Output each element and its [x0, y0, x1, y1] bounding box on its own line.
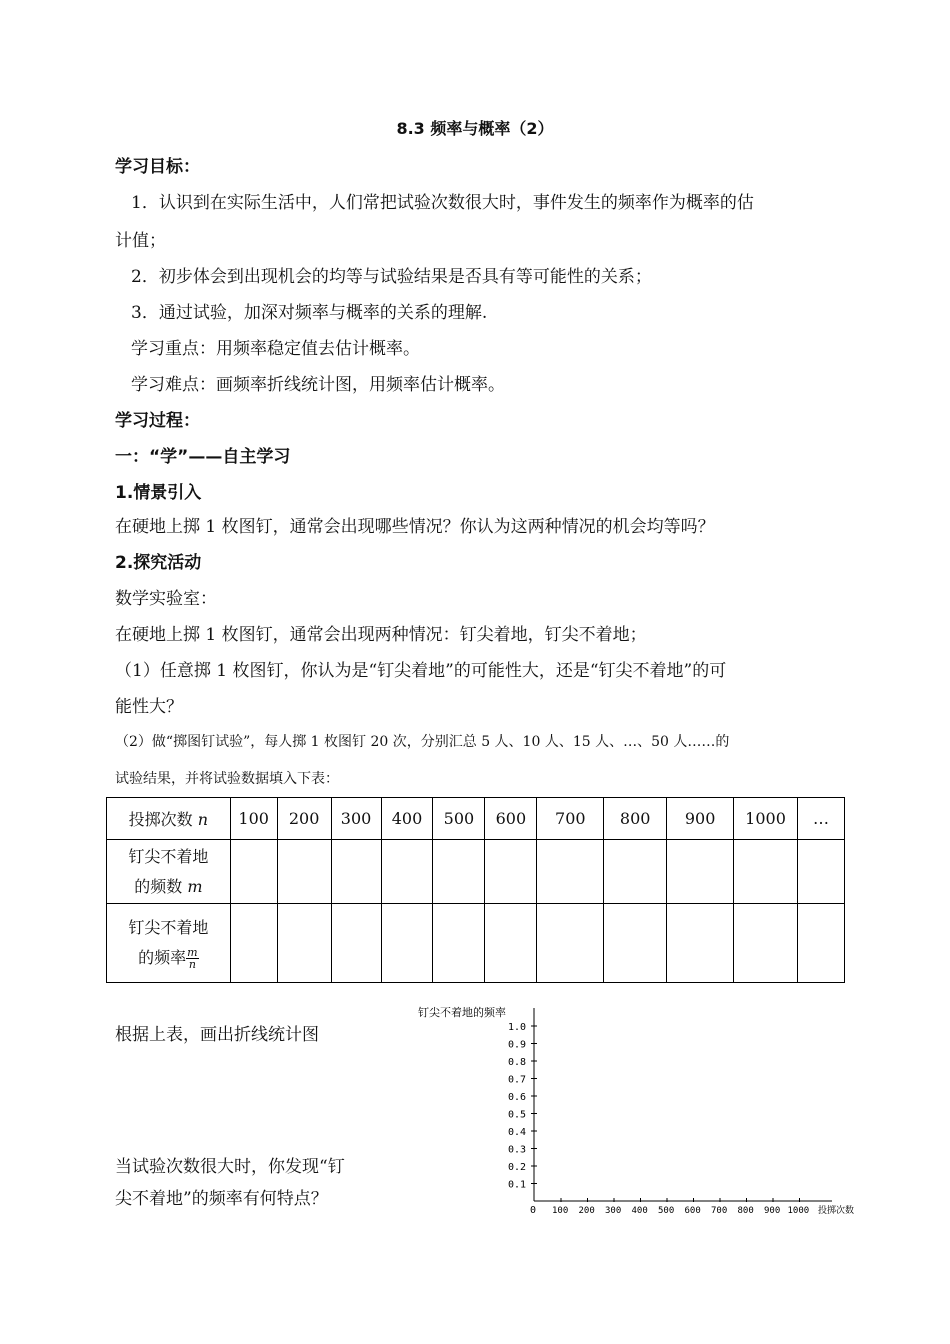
table-row — [107, 904, 845, 983]
blank-cell[interactable] — [734, 840, 798, 904]
objective-3: 3．通过试验，加深对频率与概率的关系的理解. — [131, 303, 488, 323]
fraction-numerator: m — [187, 946, 198, 959]
header-cell-throws — [107, 798, 231, 840]
page-title: 8.3 频率与概率（2） — [396, 119, 554, 138]
blank-cell[interactable] — [433, 904, 485, 983]
x-tick-label: 800 — [737, 1206, 754, 1216]
blank-cell[interactable] — [604, 840, 667, 904]
x-tick-label: 400 — [631, 1206, 648, 1216]
blank-cell[interactable] — [485, 840, 537, 904]
throws-label: 投掷次数 — [128, 810, 193, 829]
blank-cell[interactable] — [381, 840, 433, 904]
x-tick-label: 200 — [578, 1206, 595, 1216]
frequency-label-line2: 的频率 — [138, 948, 187, 967]
blank-cell[interactable] — [798, 904, 845, 983]
column-header: 100 — [230, 798, 277, 840]
column-header: 400 — [381, 798, 433, 840]
blank-cell[interactable] — [230, 840, 277, 904]
question-1-line2: 能性大？ — [115, 697, 183, 717]
experiment-table — [106, 797, 845, 983]
question-line2: 尖不着地”的频率有何特点？ — [115, 1189, 328, 1209]
blank-cell[interactable] — [433, 840, 485, 904]
draw-prompt: 根据上表，画出折线统计图 — [115, 1025, 319, 1045]
x-tick-label: 600 — [684, 1206, 701, 1216]
table-row — [107, 840, 845, 904]
column-header: 1000 — [734, 798, 798, 840]
chart-title: 钉尖不着地的频率 — [418, 1006, 506, 1019]
fraction-denominator: n — [188, 958, 196, 971]
question-line1: 当试验次数很大时，你发现“钉 — [115, 1157, 345, 1177]
key-point: 学习重点：用频率稳定值去估计概率。 — [131, 339, 420, 359]
column-header: 900 — [667, 798, 734, 840]
table-row — [107, 798, 845, 840]
difficulty: 学习难点：画频率折线统计图，用频率估计概率。 — [131, 375, 505, 395]
blank-cell[interactable] — [381, 904, 433, 983]
y-tick-label: 0.5 — [508, 1109, 527, 1121]
column-header: 800 — [604, 798, 667, 840]
blank-cell[interactable] — [277, 840, 331, 904]
frequency-label-line1: 钉尖不着地 — [128, 918, 209, 937]
origin-label: 0 — [530, 1205, 537, 1216]
y-tick-label: 0.9 — [508, 1039, 527, 1051]
y-tick-label: 0.8 — [508, 1057, 527, 1068]
x-tick-label: 1000 — [787, 1206, 810, 1216]
objective-1-line1: 1．认识到在实际生活中，人们常把试验次数很大时，事件发生的频率作为概率的估 — [131, 193, 754, 213]
blank-cell[interactable] — [604, 904, 667, 983]
header-cell-frequency — [107, 904, 231, 983]
lab-label: 数学实验室： — [115, 589, 217, 609]
var-m: m — [187, 876, 203, 896]
column-header: 700 — [537, 798, 604, 840]
blank-cell[interactable] — [667, 904, 734, 983]
objectives-heading: 学习目标： — [115, 157, 200, 177]
y-tick-label: 0.2 — [508, 1162, 527, 1173]
blank-cell[interactable] — [734, 904, 798, 983]
blank-cell[interactable] — [331, 840, 381, 904]
x-tick-label: 900 — [764, 1206, 781, 1216]
column-header: 200 — [277, 798, 331, 840]
objective-2: 2．初步体会到出现机会的均等与试验结果是否具有等可能性的关系； — [131, 267, 652, 287]
blank-cell[interactable] — [230, 904, 277, 983]
column-header: 600 — [485, 798, 537, 840]
y-tick-label: 0.3 — [508, 1144, 527, 1156]
objective-1-line2: 计值； — [115, 231, 166, 251]
column-header: 300 — [331, 798, 381, 840]
x-tick-label: 300 — [605, 1206, 622, 1216]
x-tick-label: 700 — [711, 1206, 728, 1216]
section-1-heading: 一：“学”——自主学习 — [115, 447, 291, 467]
blank-cell[interactable] — [485, 904, 537, 983]
blank-cell[interactable] — [667, 840, 734, 904]
y-tick-label: 1.0 — [508, 1022, 527, 1033]
lab-text: 在硬地上掷 1 枚图钉，通常会出现两种情况：钉尖着地，钉尖不着地； — [115, 625, 647, 645]
blank-cell[interactable] — [277, 904, 331, 983]
y-tick-label: 0.7 — [508, 1074, 527, 1086]
header-cell-count — [107, 840, 231, 904]
blank-cell[interactable] — [537, 840, 604, 904]
y-tick-label: 0.1 — [508, 1179, 527, 1191]
column-header: … — [798, 798, 845, 840]
question-2-line2: 试验结果，并将试验数据填入下表： — [115, 771, 339, 787]
scenario-text: 在硬地上掷 1 枚图钉，通常会出现哪些情况？你认为这两种情况的机会均等吗？ — [115, 517, 715, 537]
subsection-1-heading: 1.情景引入 — [115, 483, 202, 503]
subsection-2-heading: 2.探究活动 — [115, 553, 202, 573]
column-header: 500 — [433, 798, 485, 840]
x-axis-label: 投掷次数 — [818, 1206, 855, 1216]
blank-cell[interactable] — [798, 840, 845, 904]
count-label-line1: 钉尖不着地 — [128, 846, 209, 866]
question-1-line1: （1）任意掷 1 枚图钉，你认为是“钉尖着地”的可能性大，还是“钉尖不着地”的可 — [115, 661, 727, 681]
question-2-line1: （2）做“掷图钉试验”，每人掷 1 枚图钉 20 次，分别汇总 5 人、10 人、15 人、…、50 人……的 — [115, 734, 730, 750]
blank-cell[interactable] — [537, 904, 604, 983]
process-heading: 学习过程： — [115, 411, 200, 431]
var-n: n — [197, 810, 209, 829]
fraction-m-over-n — [186, 947, 198, 970]
y-tick-label: 0.4 — [508, 1127, 527, 1138]
y-tick-label: 0.6 — [508, 1092, 527, 1103]
count-label-line2: 的频数 — [134, 876, 183, 896]
x-tick-label: 500 — [658, 1206, 675, 1216]
blank-cell[interactable] — [331, 904, 381, 983]
x-tick-label: 100 — [552, 1206, 569, 1216]
